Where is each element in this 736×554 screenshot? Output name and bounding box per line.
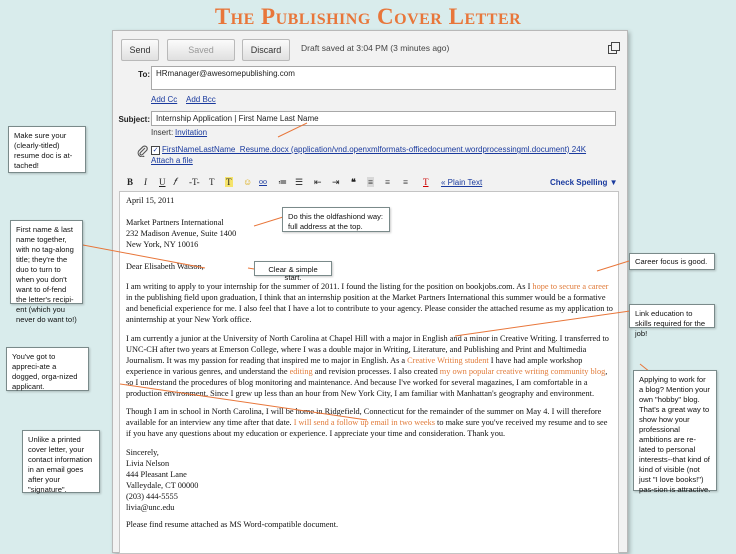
paragraph-text: to make sure you've received my resume and to see if you have any questions about my education or experience. I appreciate your time and consideration. Thank you.: [126, 418, 608, 438]
paragraph-text: and revision processes. I also created: [312, 367, 440, 376]
bold-icon[interactable]: B: [127, 177, 134, 187]
to-field[interactable]: HRmanager@awesomepublishing.com: [151, 66, 616, 90]
insert-label: Insert:: [151, 128, 174, 137]
paragraph-availability: [126, 406, 614, 439]
indent-less-icon[interactable]: ⇤: [314, 177, 322, 187]
discard-button[interactable]: Discard: [242, 39, 290, 61]
note-address: Do this the oldfashiond way: full address at the top.: [282, 207, 390, 232]
format-toolbar: [121, 177, 621, 191]
highlight-editing: editing: [289, 367, 313, 376]
address-line-3: New York, NY 10016: [126, 240, 199, 249]
draft-status: Draft saved at 3:04 PM (3 minutes ago): [301, 43, 450, 53]
remove-formatting-icon[interactable]: T: [423, 177, 429, 187]
paragraph-text: in the publishing field upon graduation, I think that an internship position at the Market Partners International this summer would be a formative and beneficial experience for me. I also feel that I have a lot to contribute to your agency. Please consider the attached resume as my application to aninternship at your New York office.: [126, 293, 613, 324]
greeting: Dear Elisabeth Watson,: [126, 262, 204, 271]
check-spelling-menu[interactable]: Check Spelling ▼: [550, 178, 618, 187]
page-title: The Publishing Cover Letter: [214, 4, 522, 29]
italic-icon[interactable]: I: [144, 177, 147, 187]
note-resume: Make sure your (clearly-titled) resume doc is at-tached!: [8, 126, 86, 173]
paragraph-text: , so I understand the procedures of blog monitoring and maintenance. And because I've worked for several magazines, I am comfortable in a production environment. Since I grew up less than an hour from New York City, I am familiar with Manhattan's geography and environment.: [126, 367, 608, 398]
email-compose-window: [112, 30, 628, 553]
to-label: To:: [138, 70, 150, 79]
saved-button[interactable]: Saved: [167, 39, 235, 61]
add-bcc-link[interactable]: Add Bcc: [186, 95, 216, 104]
signature-city: Valleydale, CT 00000: [126, 481, 199, 490]
add-cc-link[interactable]: Add Cc: [151, 95, 178, 104]
plain-text-link[interactable]: « Plain Text: [441, 178, 483, 187]
signature-closing: Sincerely,: [126, 448, 159, 457]
indent-more-icon[interactable]: ⇥: [332, 177, 340, 187]
highlight-career: hope to secure a career: [532, 282, 609, 291]
align-right-icon[interactable]: ≡: [403, 177, 409, 187]
signature-street: 444 Pleasant Lane: [126, 470, 187, 479]
subject-label: Subject:: [118, 115, 150, 124]
attachment-file-link[interactable]: FirstNameLastName_Resume.docx (application/vnd.openxmlformats-officedocument.wordprocessingml.document) 24K: [162, 145, 587, 154]
paragraph-text: I have had ample workshop experience in various genres, and understand the: [126, 356, 583, 376]
paragraph-text: Though I am in school in North Carolina, I will be home in Ridgefield, Connecticut for the remainder of the summer on May 4. I will therefore available for an interview any time after that date.: [126, 407, 602, 427]
highlight-icon[interactable]: T: [226, 177, 232, 187]
highlight-follow-up: I will send a follow up email in two weeks: [293, 418, 435, 427]
note-skills: Link education to skills required for the job!: [629, 304, 715, 328]
attach-file-link[interactable]: Attach a file: [151, 156, 193, 165]
text-color-icon[interactable]: T: [209, 177, 215, 187]
note-name: First name & last name together, with no tag-along title; they're the duo to turn to when you don't want to of-fend the letter's recipi-ent (which you never do want to!): [10, 220, 83, 304]
link-icon[interactable]: oo: [259, 177, 267, 186]
font-size-icon[interactable]: -T-: [189, 177, 200, 187]
paperclip-icon: [137, 145, 148, 157]
note-signature: Unlike a printed cover letter, your contact information in an email goes after your "signature".: [22, 430, 100, 493]
paragraph-text: I am writing to apply to your internship for the summer of 2011. I found the listing for the position on bookjobs.com. As I: [126, 282, 533, 291]
bullet-list-icon[interactable]: ☰: [295, 177, 304, 187]
font-icon[interactable]: 𝑓: [173, 177, 177, 188]
signature-email: livia@unc.edu: [126, 503, 175, 512]
emoticon-icon[interactable]: ☺: [243, 177, 253, 187]
note-blog: Applying to work for a blog? Mention your own "hobby" blog. That's a great way to show how your professional ambitions are re-lated to personal interests--that kind of kind of visible (not just "I love books!") pas-sion is attractive.: [633, 370, 717, 491]
address-line-1: Market Partners International: [126, 218, 224, 227]
paragraph-text: I am currently a junior at the University of North Carolina at Chapel Hill with a major in English and a minor in Creative Writing. I transferred to UNC-CH after two years at Emerson College, where I was a double major in Writing, Literature, and Publishing and Print and Multimedia Journalism. It was my passion for reading that inspired me to major in English. As a: [126, 334, 609, 365]
signature-phone: (203) 444-5555: [126, 492, 178, 501]
quote-icon[interactable]: ❝: [351, 177, 356, 187]
send-button[interactable]: Send: [121, 39, 159, 61]
align-center-icon[interactable]: ≡: [385, 177, 391, 187]
popout-icon[interactable]: [608, 42, 618, 52]
postscript: Please find resume attached as MS Word-compatible document.: [126, 520, 339, 529]
underline-icon[interactable]: U: [159, 177, 166, 187]
signature-name: Livia Nelson: [126, 459, 170, 468]
highlight-creative-writing: Creative Writing student: [407, 356, 489, 365]
address-line-2: 232 Madison Avenue, Suite 1400: [126, 229, 237, 238]
note-clear: Clear & simple start.: [254, 261, 332, 276]
highlight-blog: my own popular creative writing community blog: [439, 367, 606, 376]
align-left-icon[interactable]: ≡: [368, 177, 374, 187]
paragraph-education: [126, 333, 614, 399]
message-body[interactable]: [119, 191, 619, 554]
attachment-checkbox[interactable]: ✓: [152, 147, 159, 154]
subject-field[interactable]: Internship Application | First Name Last Name: [151, 111, 616, 126]
note-appreciate: You've got to appreci-ate a dogged, orga-nized applicant.: [6, 347, 89, 391]
letter-date: April 15, 2011: [126, 196, 175, 205]
note-career: Career focus is good.: [629, 253, 715, 270]
invitation-link[interactable]: Invitation: [175, 128, 208, 137]
paragraph-intro: [126, 281, 614, 325]
numbered-list-icon[interactable]: ≔: [278, 177, 287, 187]
